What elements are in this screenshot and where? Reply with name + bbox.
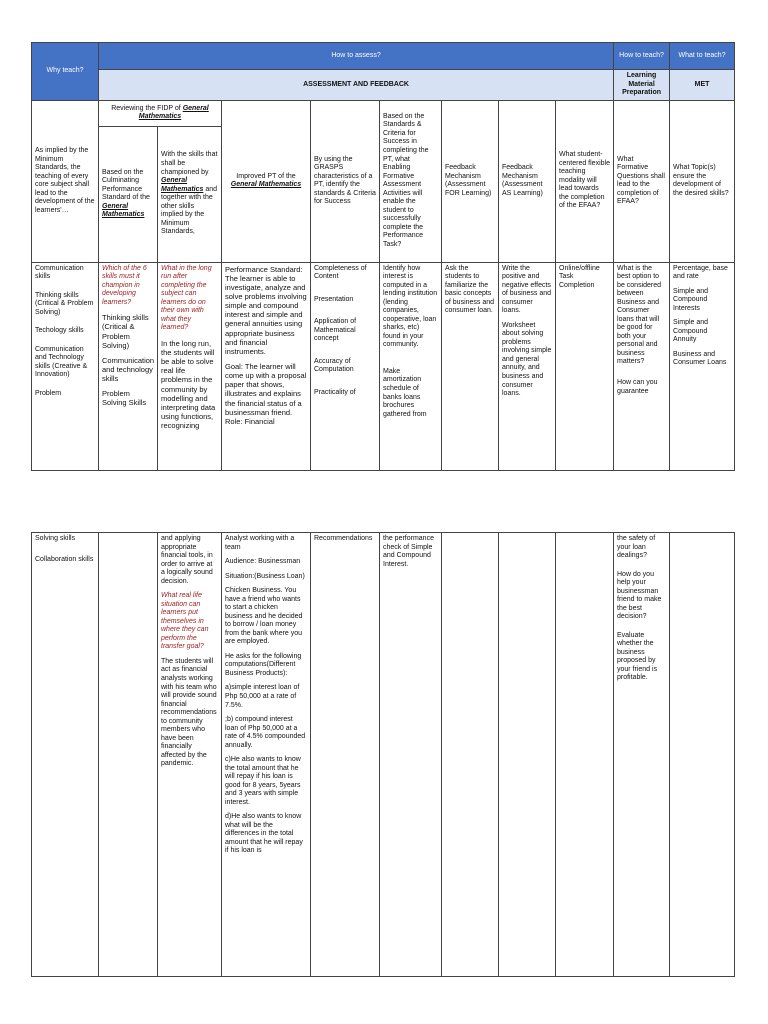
content-topics: Percentage, base and rate Simple and Compound Interests Simple and Compound Annuity Business and Consumer Loans [670,262,735,470]
review-fidp-heading: Reviewing the FIDP of General Mathematics [99,100,222,126]
question-efaa: Based on the Standards & Criteria for Success in completing the PT, what Enabling Formative Assessment Activities will enable the student to successfully complete the Performance Task? [380,100,442,262]
why-teach-header: Why teach? [32,43,99,101]
question-why: As implied by the Minimum Standards, the teaching of every core subject shall lead to the development of the learners'… [32,100,99,262]
how-assess-header: How to assess? [99,43,614,70]
content-feedback-as-cont [499,533,556,977]
alignment-table-bottom [31,532,735,977]
alignment-table-top [31,42,735,471]
content-champion-cont [99,533,158,977]
how-teach-header: How to teach? [614,43,670,70]
content-skills: Communication skills Thinking skills (Critical & Problem Solving) Techology skills Communication and Technology skills (Creative & Innovation) Problem [32,262,99,470]
question-modality: What student-centered flexible teaching modality will lead towards the completion of the EFAA? [556,100,614,262]
content-long-run: What in the long run after completing the subject can learners do on their own with what they learned? In the long run, the students will be able to solve real life problems in the community by modelling and interpreting data using functions, recognizing [158,262,222,470]
content-criteria: Completeness of Content Presentation Application of Mathematical concept Accuracy of Computation Practicality of [311,262,380,470]
what-teach-header: What to teach? [670,43,735,70]
content-feedback-as: Write the positive and negative effects of business and consumer loans. Worksheet about solving problems involving simple and general annuity, and business and consumer loans. [499,262,556,470]
content-modality: Online/offline Task Completion [556,262,614,470]
content-modality-cont [556,533,614,977]
content-efaa: Identify how interest is computed in a lending institution (lending companies, cooperative, loan sharks, etc) found in your community. Make amortization schedule of banks loans brochures gathered from [380,262,442,470]
question-skills: With the skills that shall be championed by General Mathematics and together with the other skills implied by the Minimum Standards, [158,126,222,262]
content-formative-cont: the safety of your loan dealings? How do you help your businessman friend to make the best decision? Evaluate whether the business proposed by your friend is profitable. [614,533,670,977]
question-feedback-for: Feedback Mechanism (Assessment FOR Learning) [442,100,499,262]
learning-material-subheader: Learning Material Preparation [614,70,670,101]
assessment-feedback-subheader: ASSESSMENT AND FEEDBACK [99,70,614,101]
question-topics: What Topic(s) ensure the development of the desired skills? [670,100,735,262]
question-culminating: Based on the Culminating Performance Standard of the General Mathematics [99,126,158,262]
content-feedback-for: Ask the students to familiarize the basic concepts of business and consumer loan. [442,262,499,470]
content-feedback-for-cont [442,533,499,977]
question-improved-pt: Improved PT of the General Mathematics [222,100,311,262]
met-subheader: MET [670,70,735,101]
content-skills-cont: Solving skills Collaboration skills [32,533,99,977]
content-performance-task: Performance Standard: The learner is able to investigate, analyze and solve problems involving simple and compound interest and simple and general annuities using appropriate business and financial instruments. Goal: The learner will come up with a proposal paper that shows, illustrates and explains the financial status of a businessman friend. Role: Financial [222,262,311,470]
content-champion: Which of the 6 skills must it champion in developing learners? Thinking skills (Critical & Problem Solving) Communication and technology skills Problem Solving Skills [99,262,158,470]
content-formative: What is the best option to be considered between Business and Consumer loans that will be good for both your personal and business matters? How can you guarantee [614,262,670,470]
question-grasps: By using the GRASPS characteristics of a PT, identify the standards & Criteria for Success [311,100,380,262]
content-performance-task-cont: Analyst working with a team Audience: Businessman Situation:(Business Loan) Chicken Business. You have a friend who wants to start a chicken business and he decided to borrow / loan money from the bank where you are employed. He asks for the following computations(Different Business Products): a)simple interest loan of Php 50,000 at a rate of 7.5%. ;b) compound interest loan of Php 50,000 at a rate of 4.5% compounded annually. c)He also wants to know the total amount that he will repay if his loan is good for 8 years, 5years and 3 years with simple interest. d)He also wants to know what will be the differences in the total amount that he will repay if his loan is [222,533,311,977]
content-long-run-cont: and applying appropriate financial tools, in order to arrive at a logically sound decision. What real life situation can learners put themselves in where they can perform the transfer goal? The students will act as financial analysts working with his team who will provide sound financial recommendations to community members who have been financially affected by the pandemic. [158,533,222,977]
content-topics-cont [670,533,735,977]
question-feedback-as: Feedback Mechanism (Assessment AS Learning) [499,100,556,262]
question-formative: What Formative Questions shall lead to the completion of EFAA? [614,100,670,262]
content-efaa-cont: the performance check of Simple and Compound Interest. [380,533,442,977]
content-criteria-cont: Recommendations [311,533,380,977]
